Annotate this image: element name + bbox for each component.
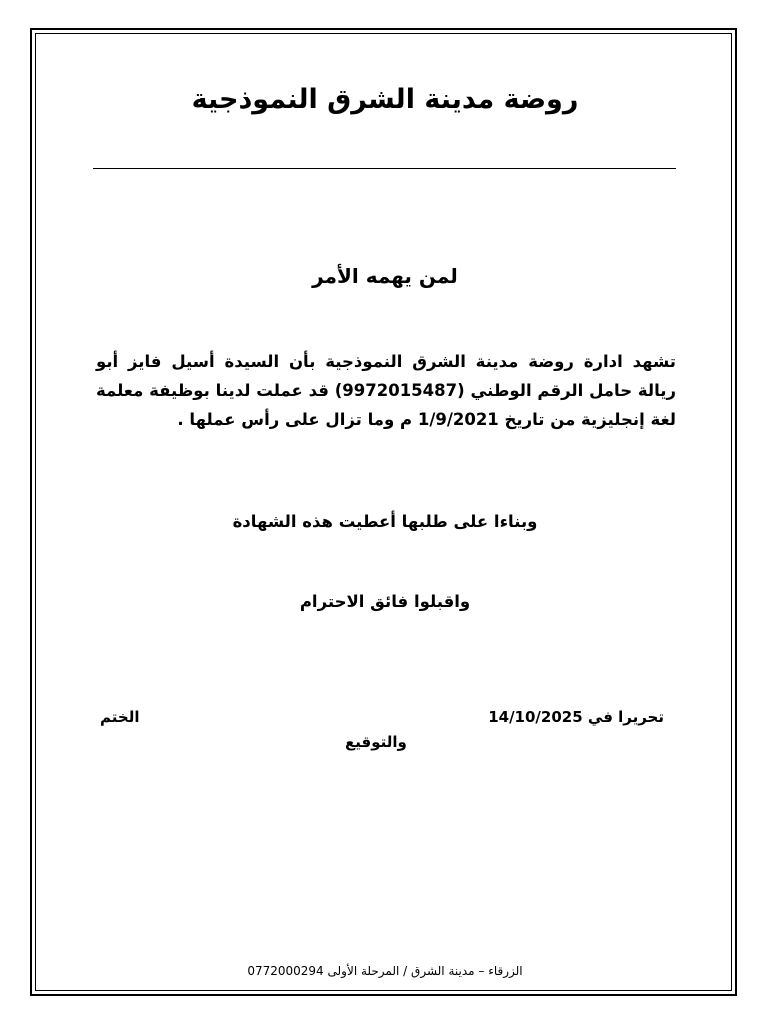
certificate-body: تشهد ادارة روضة مدينة الشرق النموذجية بأن السيدة أسيل فايز أبو ريالة حامل الرقم الوطني (9972015487) قد عملت لدينا بوظيفة معلمة لغة إنجليزية من تاريخ 1/9/2021 م وما تزال على رأس عملها .	[96, 352, 676, 429]
written-label: تحريرا في	[587, 708, 664, 726]
request-line: وبناءا على طلبها أعطيت هذه الشهادة	[232, 512, 538, 531]
signature-label: والتوقيع	[345, 733, 407, 751]
document-heading: لمن يهمه الأمر	[312, 264, 458, 288]
written-date: 14/10/2025	[488, 708, 583, 726]
written-date-line	[488, 708, 664, 726]
stamp-label: الختم	[100, 708, 140, 726]
footer-address: الزرقاء – مدينة الشرق / المرحلة الأولى 0772000294	[247, 964, 523, 978]
title-divider	[93, 168, 676, 169]
closing-line: واقبلوا فائق الاحترام	[299, 592, 471, 611]
document-title: روضة مدينة الشرق النموذجية	[191, 84, 579, 115]
